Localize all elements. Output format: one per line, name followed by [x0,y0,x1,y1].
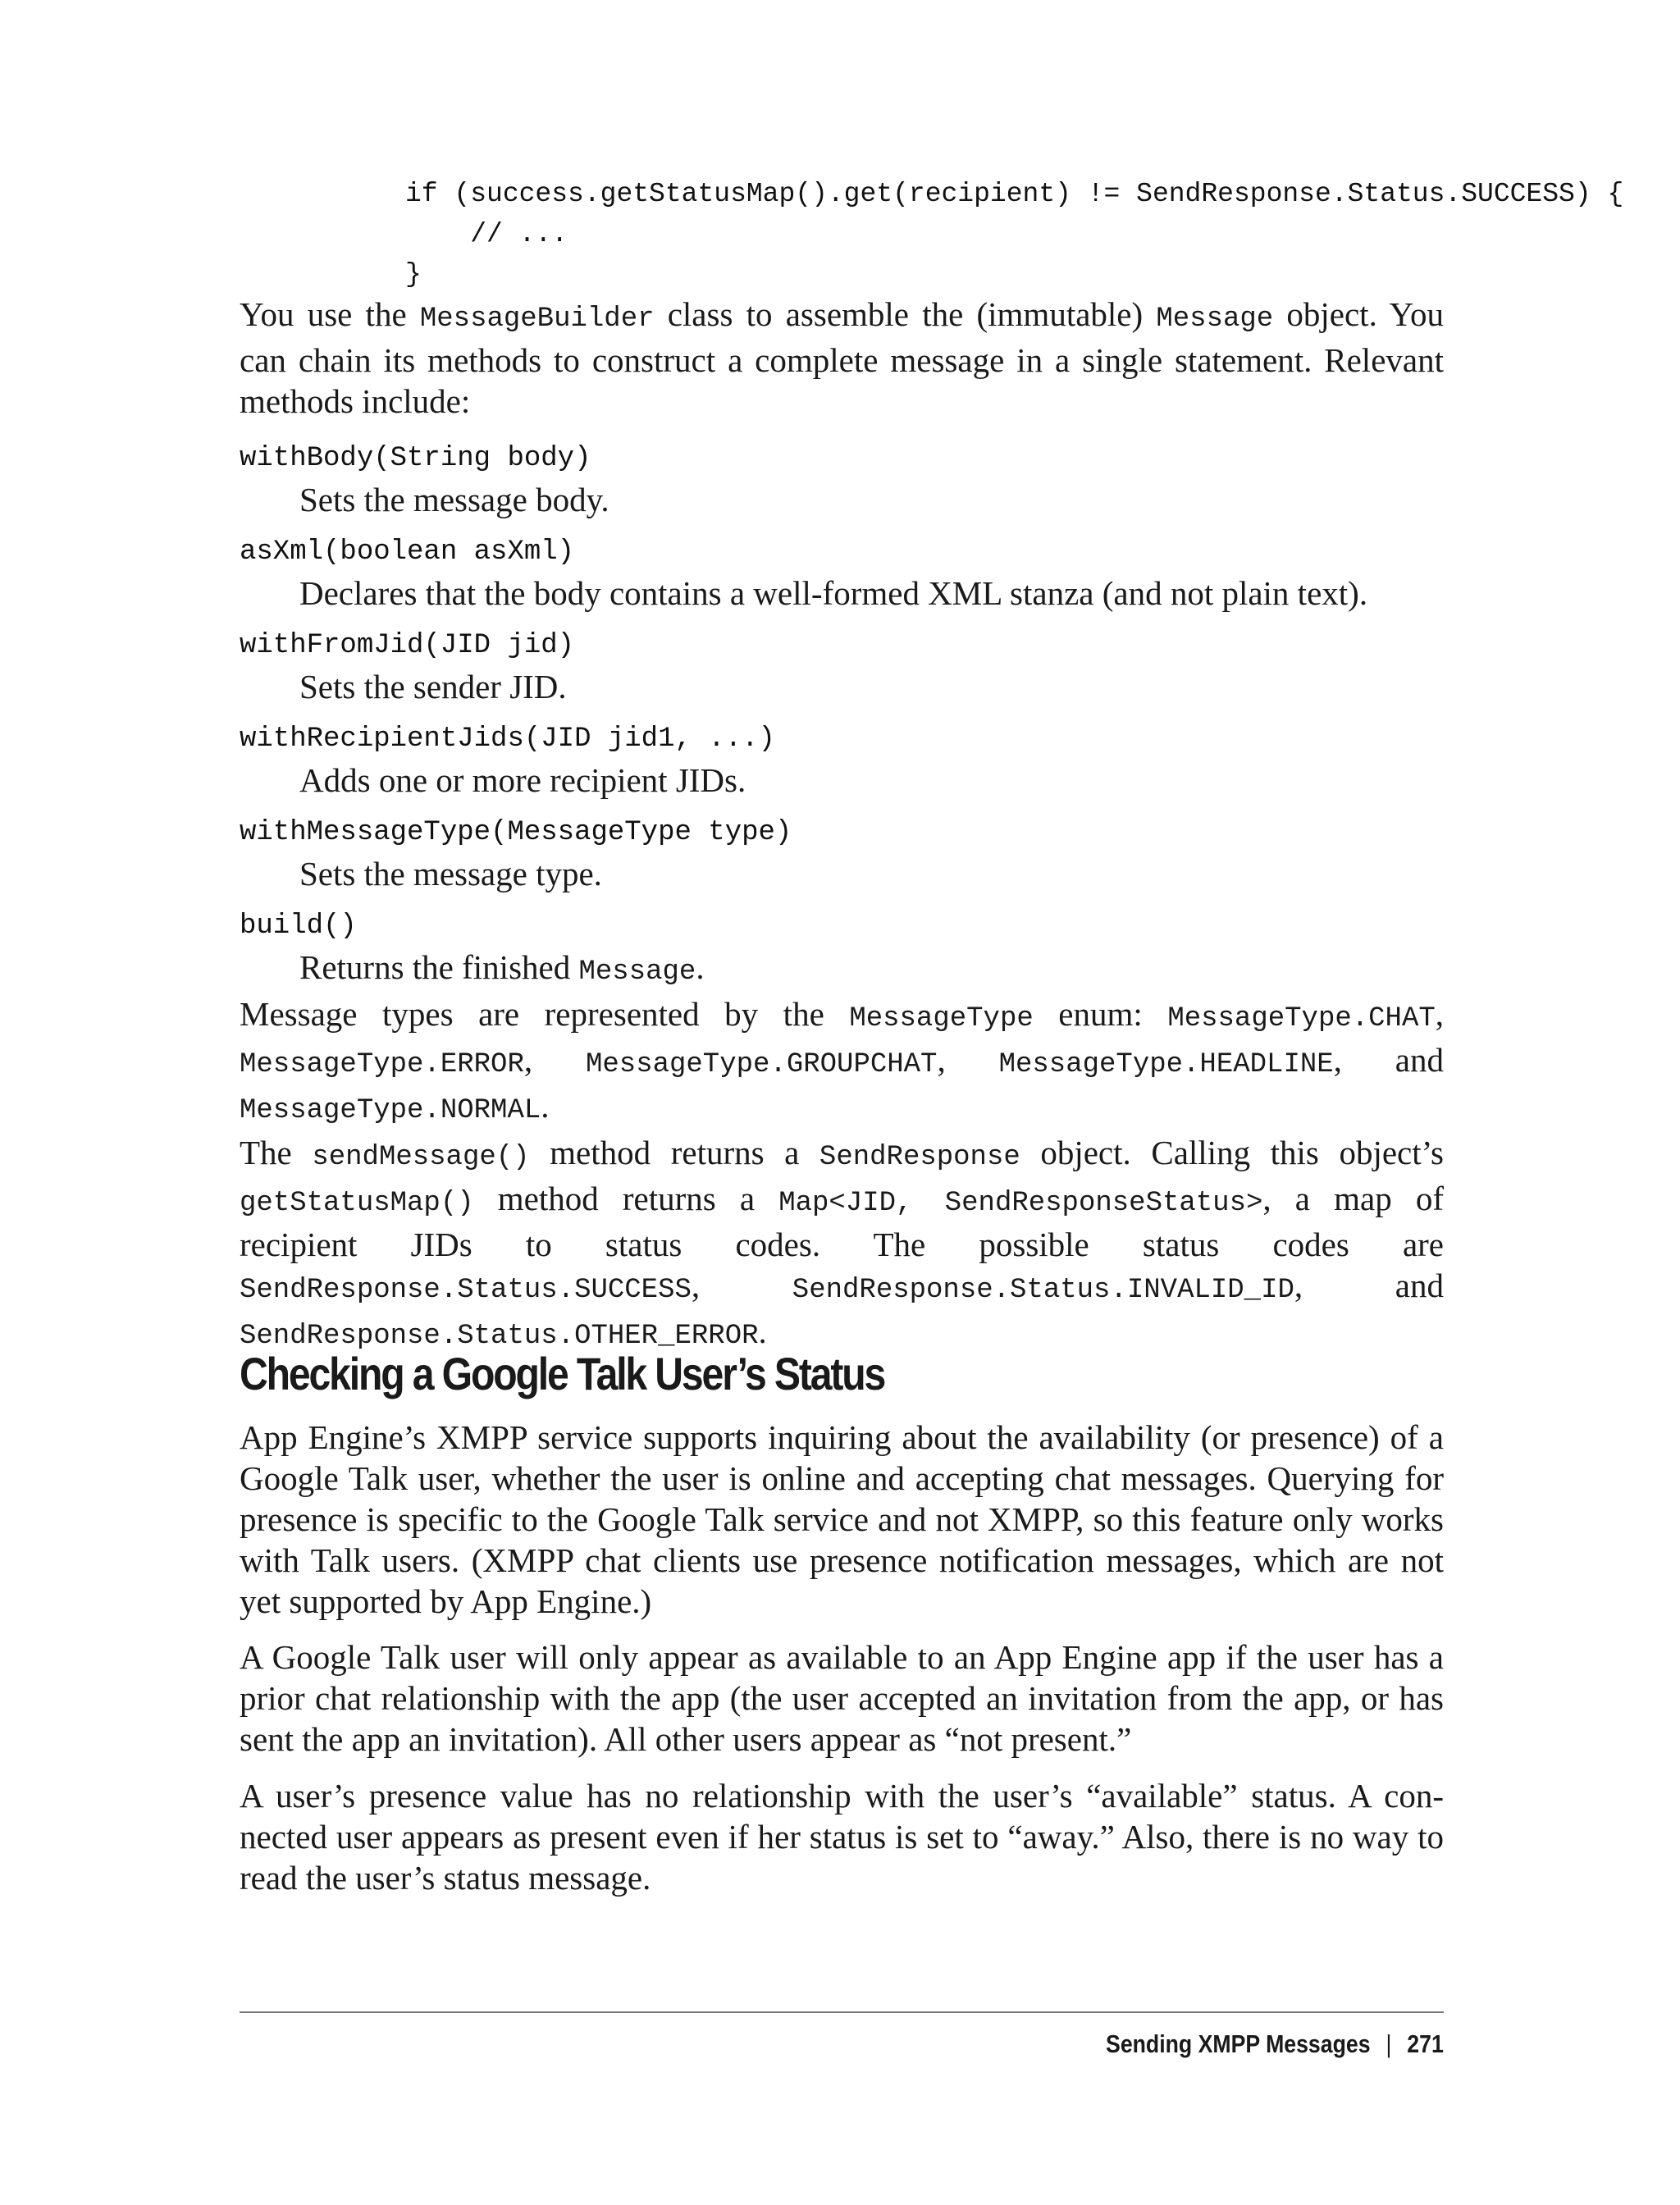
method-term: withFromJid(JID jid) [240,630,575,661]
inline-code: Message [1156,304,1274,335]
method-term: withMessageType(MessageType type) [240,817,792,848]
method-description: Sets the message type. [299,855,602,892]
paragraph-presence-value: A user’s presence value has no relationship with the user’s “available” status. A connected user appears as present even if her status is set to “away.” Also, there is no way to read the user’s status message. [240,1777,1444,1897]
paragraph-availability: A Google Talk user will only appear as available to an App Engine app if the user has a prior chat relationship with the app (the user accepted an invitation from the app, or has sent the app an invitation). All other users appear as “not present.” [240,1638,1444,1758]
page-footer [1106,2029,1444,2059]
method-description: Sets the sender JID. [299,668,567,705]
paragraph-presence-intro: App Engine’s XMPP service supports inquiring about the availability (or presence) of a Google Talk user, whether the user is online and accepting chat messages. Querying for presence is specific to the Google Talk service and not XMPP, so this feature only works with Talk users. (XMPP chat clients use presence notification messages, which are not yet supported by App Engine.) [240,1418,1444,1620]
inline-code: MessageBuilder [419,304,655,335]
paragraph-sendresponse: The sendMessage() method returns a SendResponse object. Calling this object’s getStatusMap() method returns a Map<JID, SendResponseStatus>, a map of recipient JIDs to status codes. The possible status codes are SendResponse.Status.SUCCESS, SendResponse.Status.INVALID_ID, and SendResponse.Status.OTHER_ERROR. [240,1134,1445,1352]
method-description: Adds one or more recipient JIDs. [299,761,746,799]
method-description: Sets the message body. [299,481,609,518]
method-term: withRecipientJids(JID jid1, ...) [240,724,775,755]
code-line: if (success.getStatusMap().get(recipient) != SendResponse.Status.SUCCESS) { [405,179,1624,209]
code-line: } [405,259,422,290]
code-block [405,174,1624,294]
method-term: build() [240,911,357,942]
paragraph-messagebuilder: You use the MessageBuilder class to assemble the (immutable) Message object. You can chain its methods to construct a complete message in a single statement. Relevant methods include: [240,295,1445,420]
method-list [240,439,1444,1005]
page-number: 271 [1407,2029,1444,2058]
footer-separator: | [1386,2029,1392,2058]
inline-code: Message [578,956,696,988]
section-heading: Checking a Google Talk User’s Status [240,1348,885,1399]
method-term: withBody(String body) [240,443,591,474]
method-description: Declares that the body contains a well-formed XML stanza (and not plain text). [299,574,1368,612]
footer-rule [240,2011,1444,2013]
method-term: asXml(boolean asXml) [240,536,575,568]
code-line: // ... [405,219,568,249]
footer-chapter-title: Sending XMPP Messages [1106,2029,1371,2058]
method-description: Returns the finished Message. [299,948,705,988]
paragraph-message-types: Message types are represented by the MessageType enum: MessageType.CHAT, MessageType.ERROR, MessageType.GROUPCHAT, MessageType.HEADLINE, and MessageType.NORMAL. [240,995,1445,1126]
